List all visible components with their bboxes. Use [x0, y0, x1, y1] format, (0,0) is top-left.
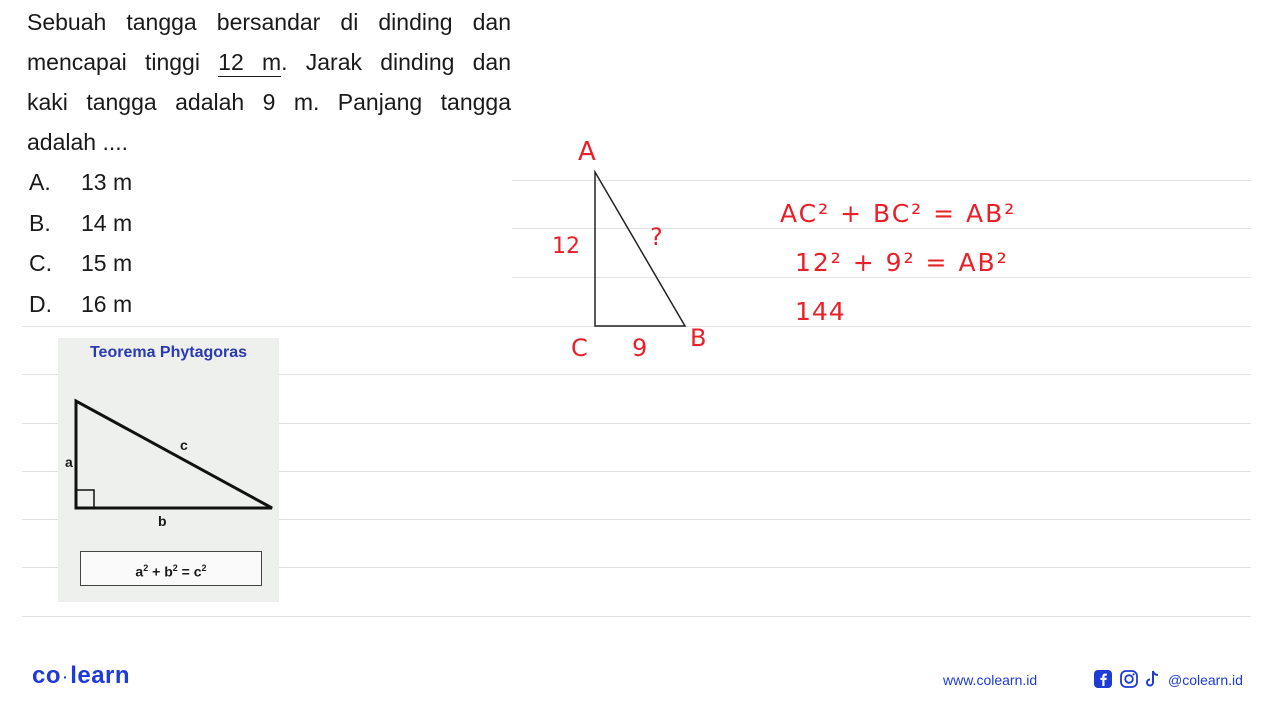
- logo-right: learn: [70, 662, 131, 689]
- formula-c: c: [193, 563, 202, 580]
- logo-left: co: [32, 662, 62, 689]
- formula-eq: =: [181, 563, 190, 580]
- side-b-label: b: [158, 513, 167, 529]
- side-a-label: a: [65, 454, 73, 470]
- logo-separator: ·: [63, 668, 69, 685]
- question-line-4: adalah ....: [27, 129, 129, 155]
- tiktok-icon[interactable]: [1144, 669, 1162, 689]
- option-letter: C.: [29, 250, 52, 276]
- underlined-height: 12 m: [218, 49, 282, 75]
- question-line-1: Sebuah tangga bersandar di dinding dan: [27, 9, 511, 35]
- colearn-logo[interactable]: [32, 662, 130, 690]
- social-handle[interactable]: @colearn.id: [1168, 672, 1243, 688]
- option-letter: D.: [29, 290, 52, 317]
- vertex-c-label: C: [571, 334, 588, 362]
- card-title: Teorema Phytagoras: [89, 344, 248, 361]
- hypotenuse-label: ?: [650, 223, 663, 251]
- formula-exp: 2: [172, 563, 178, 573]
- formula-b: b: [164, 563, 173, 580]
- side-c-label: c: [180, 437, 188, 453]
- option-letter: B.: [29, 209, 51, 236]
- option-text: 14 m: [81, 209, 133, 236]
- equation-line-2: 12² + 9² = AB²: [795, 248, 1009, 277]
- website-link[interactable]: www.colearn.id: [943, 672, 1038, 688]
- equation-line-1: AC² + BC² = AB²: [780, 199, 1017, 228]
- question-line-3: kaki tangga adalah 9 m. Panjang tangga: [27, 89, 511, 115]
- vertex-b-label: B: [690, 324, 707, 352]
- formula-plus: +: [152, 563, 161, 580]
- formula-exp: 2: [143, 563, 149, 573]
- option-letter: A.: [29, 169, 51, 195]
- option-text: 16 m: [81, 290, 133, 317]
- question-line-2-end: . Jarak dinding dan: [281, 49, 511, 75]
- question-line-2-start: mencapai tinggi: [27, 49, 219, 75]
- equation-line-3: 144: [795, 297, 846, 326]
- side-horizontal-label: 9: [632, 334, 648, 362]
- instagram-icon[interactable]: [1119, 669, 1139, 689]
- formula-exp: 2: [201, 563, 207, 573]
- formula-a: a: [135, 563, 144, 580]
- sketch-triangle: [595, 172, 685, 326]
- vertex-a-label: A: [578, 137, 596, 167]
- side-vertical-label: 12: [552, 234, 580, 259]
- option-text: 15 m: [81, 250, 133, 276]
- facebook-icon[interactable]: [1093, 669, 1113, 689]
- option-text: 13 m: [81, 169, 133, 195]
